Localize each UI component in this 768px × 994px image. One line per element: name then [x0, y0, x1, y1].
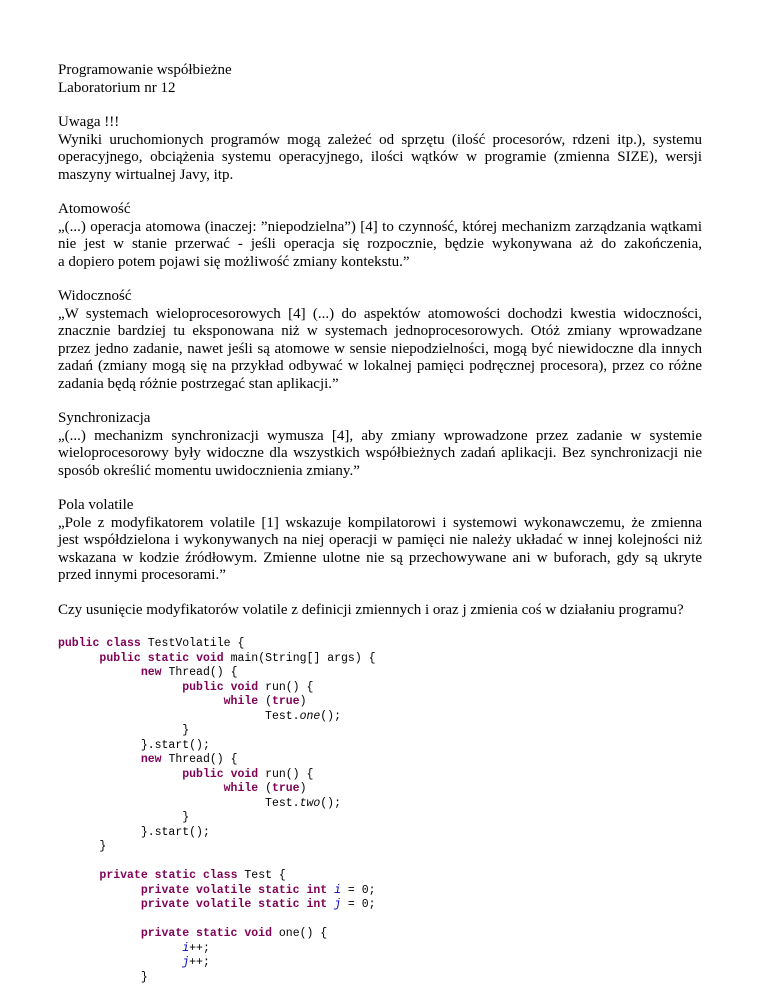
uwaga-line: Wyniki uruchomionych programów mogą zależeć od sprzętu (ilość procesorów, rdzeni itp.), systemu — [58, 131, 702, 148]
synchronizacja-heading: Synchronizacja — [58, 410, 151, 426]
code-line: public static void main(String[] args) { — [99, 651, 376, 665]
code-line: Test.two(); — [265, 796, 341, 810]
widocznosc-line: zadań (zmiany mogą się na przykład odbywać w lokalnej pamięci podręcznej procesora), przez co różne — [58, 358, 702, 374]
code-line: public class TestVolatile { — [58, 637, 245, 650]
lab-number: Laboratorium nr 12 — [58, 79, 176, 96]
code-line: } — [182, 811, 190, 824]
code-line: } — [182, 724, 190, 737]
synchronizacja-line: sposób określić momentu uwidocznienia zmiany.” — [58, 462, 360, 479]
volatile-line: wskazana w kodzie źródłowym. Zmienne ulotne nie są przechowywane ani w buforach, gdy są ukryte — [58, 549, 702, 566]
code-listing — [58, 637, 702, 985]
volatile-line: przed innymi procesorami.” — [58, 567, 226, 583]
code-line: private static class Test { — [99, 869, 286, 882]
widocznosc-heading: Widoczność — [58, 288, 132, 304]
widocznosc-line: znacznie bardziej tu eksponowana niż w systemach jednoprocesorowych. Otóż zmiany wprowadzane — [58, 323, 702, 339]
document-title: Programowanie współbieżne — [58, 62, 232, 78]
code-line: public void run() { — [182, 767, 314, 781]
code-line: i++; — [182, 941, 210, 955]
uwaga-line: maszyny wirtualnej Javy, itp. — [58, 166, 234, 183]
widocznosc-line: przez jedno zadanie, nawet jeśli są atomowe w sensie niepodzielności, mogą być niewidoczne dla innych — [58, 340, 702, 357]
code-line: private volatile static int j = 0; — [140, 898, 376, 911]
code-line: } — [99, 840, 107, 853]
code-line: }.start(); — [140, 738, 210, 752]
code-line: private volatile static int i = 0; — [140, 883, 376, 897]
code-line: while (true) — [223, 695, 307, 708]
code-line: }.start(); — [140, 825, 210, 839]
widocznosc-line: zadania będą różnie postrzegać stan aplikacji.” — [58, 375, 339, 392]
code-line: new Thread() { — [140, 666, 238, 679]
synchronizacja-line: wieloprocesorowy były widoczne dla wszystkich współbieżnych zadań aplikacji. Bez synchronizacji nie — [58, 445, 702, 461]
atomowosc-line: nie jest w stanie przerwać - jeśli operacja się rozpocznie, będzie wykonywana aż do zakończenia, — [58, 236, 702, 252]
widocznosc-line: „W systemach wieloprocesorowych [4] (...) do aspektów atomowości dochodzi kwestia widoczności, — [58, 305, 702, 322]
question-text: Czy usunięcie modyfikatorów volatile z definicji zmiennych i oraz j zmienia coś w działaniu programu? — [58, 601, 684, 618]
code-line: private static void one() { — [140, 927, 328, 940]
volatile-line: „Pole z modyfikatorem volatile [1] wskazuje kompilatorowi i systemowi wykonawczemu, że zmienna — [58, 514, 702, 531]
atomowosc-line: „(...) operacja atomowa (inaczej: ”niepodzielna”) [4] to czynność, której mechanizm zarządzania wątkami — [58, 218, 702, 235]
code-line: Test.one(); — [265, 709, 341, 723]
code-line: public void run() { — [182, 680, 314, 694]
code-line: while (true) — [223, 782, 307, 795]
atomowosc-heading: Atomowość — [58, 201, 131, 217]
atomowosc-line: a dopiero potem pojawi się możliwość zmiany kontekstu.” — [58, 253, 410, 270]
code-line: j++; — [182, 956, 210, 969]
code-line: } — [140, 970, 148, 984]
uwaga-heading: Uwaga !!! — [58, 114, 120, 130]
synchronizacja-line: „(...) mechanizm synchronizacji wymusza [4], aby zmiany wprowadzone przez zadanie w systemie — [58, 427, 702, 444]
uwaga-line: operacyjnego, obciążenia systemu operacyjnego, ilości wątków w programie (zmienna SIZE), wersji — [58, 149, 702, 165]
volatile-line: jest współdzielona i wykonywanych na niej operacji w pamięci nie należy układać w innej kolejności niż — [58, 532, 702, 548]
code-line: new Thread() { — [140, 753, 238, 766]
volatile-heading: Pola volatile — [58, 497, 134, 513]
